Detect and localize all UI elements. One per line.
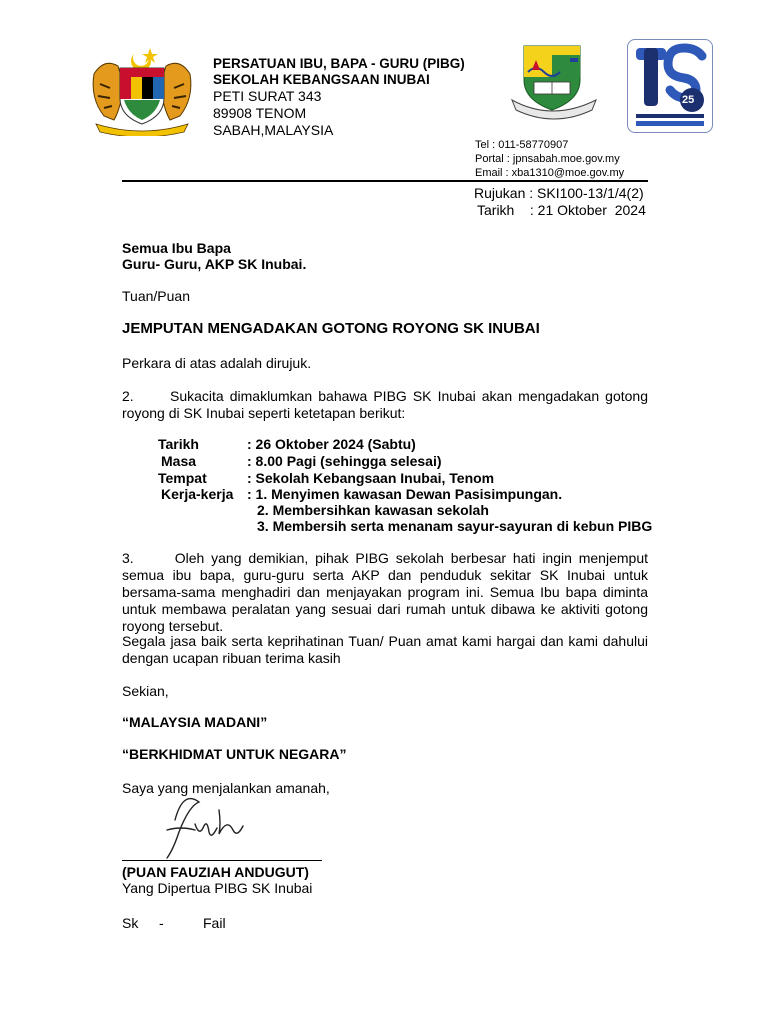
address-line-3: SABAH,MALAYSIA bbox=[213, 122, 334, 138]
recipient-line-2: Guru- Guru, AKP SK Inubai. bbox=[122, 256, 307, 272]
detail-masa-label: Masa bbox=[161, 453, 197, 469]
detail-kerja-label: Kerja-kerja bbox=[161, 486, 234, 502]
malaysia-coat-of-arms-logo bbox=[88, 44, 196, 136]
detail-tarikh-value: : 26 Oktober 2024 (Sabtu) bbox=[247, 436, 416, 452]
reference-rujukan: Rujukan : SKI100-13/1/4(2) bbox=[474, 185, 644, 201]
detail-tempat-value: : Sekolah Kebangsaan Inubai, Tenom bbox=[247, 470, 495, 486]
school-name: SEKOLAH KEBANGSAAN INUBAI bbox=[213, 72, 430, 87]
signatory-title: Yang Dipertua PIBG SK Inubai bbox=[122, 880, 313, 896]
detail-tempat-label: Tempat bbox=[158, 470, 207, 486]
contact-email: Email : xba1310@moe.gov.my bbox=[475, 167, 625, 179]
paragraph-1: Perkara di atas adalah dirujuk. bbox=[122, 355, 312, 371]
motto-malaysia-madani: “MALAYSIA MADANI” bbox=[122, 714, 268, 730]
cc-label: Sk bbox=[122, 915, 139, 931]
paragraph-4: Segala jasa baik serta keprihatinan Tuan/ Puan amat kami hargai dan kami dahului dengan ucapan ribuan terima kasih bbox=[122, 633, 648, 666]
salutation: Tuan/Puan bbox=[122, 288, 190, 304]
detail-kerja-item-2: 2. Membersihkan kawasan sekolah bbox=[257, 502, 489, 518]
recipient-line-1: Semua Ibu Bapa bbox=[122, 240, 231, 256]
cc-dash: - bbox=[159, 915, 164, 931]
closing: Sekian, bbox=[122, 683, 169, 699]
contact-tel: Tel : 011-58770907 bbox=[475, 139, 569, 151]
detail-tarikh-label: Tarikh bbox=[158, 436, 199, 452]
sign-intro: Saya yang menjalankan amanah, bbox=[122, 780, 330, 796]
signature-line bbox=[122, 860, 322, 861]
reference-tarikh: Tarikh : 21 Oktober 2024 bbox=[477, 202, 646, 218]
detail-kerja-item-3: 3. Membersih serta menanam sayur-sayuran di kebun PIBG bbox=[257, 518, 653, 534]
school-logo bbox=[510, 42, 600, 122]
org-name: PERSATUAN IBU, BAPA - GURU (PIBG) bbox=[213, 56, 465, 71]
ts25-emblem-graphic bbox=[628, 40, 712, 132]
ts25-badge-number: 25 bbox=[682, 94, 695, 106]
ts25-logo bbox=[627, 39, 713, 133]
paragraph-2: 2. Sukacita dimaklumkan bahawa PIBG SK Inubai akan mengadakan gotong royong di SK Inubai seperti ketetapan berikut: bbox=[122, 388, 652, 421]
header-divider bbox=[122, 180, 648, 182]
letter-subject: JEMPUTAN MENGADAKAN GOTONG ROYONG SK INUBAI bbox=[122, 320, 540, 337]
address-line-2: 89908 TENOM bbox=[213, 105, 307, 121]
signatory-name: (PUAN FAUZIAH ANDUGUT) bbox=[122, 864, 309, 880]
detail-masa-value: : 8.00 Pagi (sehingga selesai) bbox=[247, 453, 442, 469]
address-line-1: PETI SURAT 343 bbox=[213, 88, 322, 104]
motto-berkhidmat: “BERKHIDMAT UNTUK NEGARA” bbox=[122, 746, 347, 762]
cc-value: Fail bbox=[203, 915, 226, 931]
handwritten-signature bbox=[145, 790, 255, 860]
paragraph-3: 3. Oleh yang demikian, pihak PIBG sekolah berbesar hati ingin menjemput semua ibu bapa, guru-guru serta AKP dan penduduk sekitar SK Inubai untuk bersama-sama menghadiri dan menjayakan program ini. Semua Ibu bapa diminta untuk membawa peralatan yang sesuai dari rumah untuk dibawa ke aktiviti gotong royong tersebut. bbox=[122, 550, 652, 634]
detail-kerja-item-1: : 1. Menyimen kawasan Dewan Pasisimpungan. bbox=[247, 486, 563, 502]
contact-portal: Portal : jpnsabah.moe.gov.my bbox=[475, 153, 620, 165]
